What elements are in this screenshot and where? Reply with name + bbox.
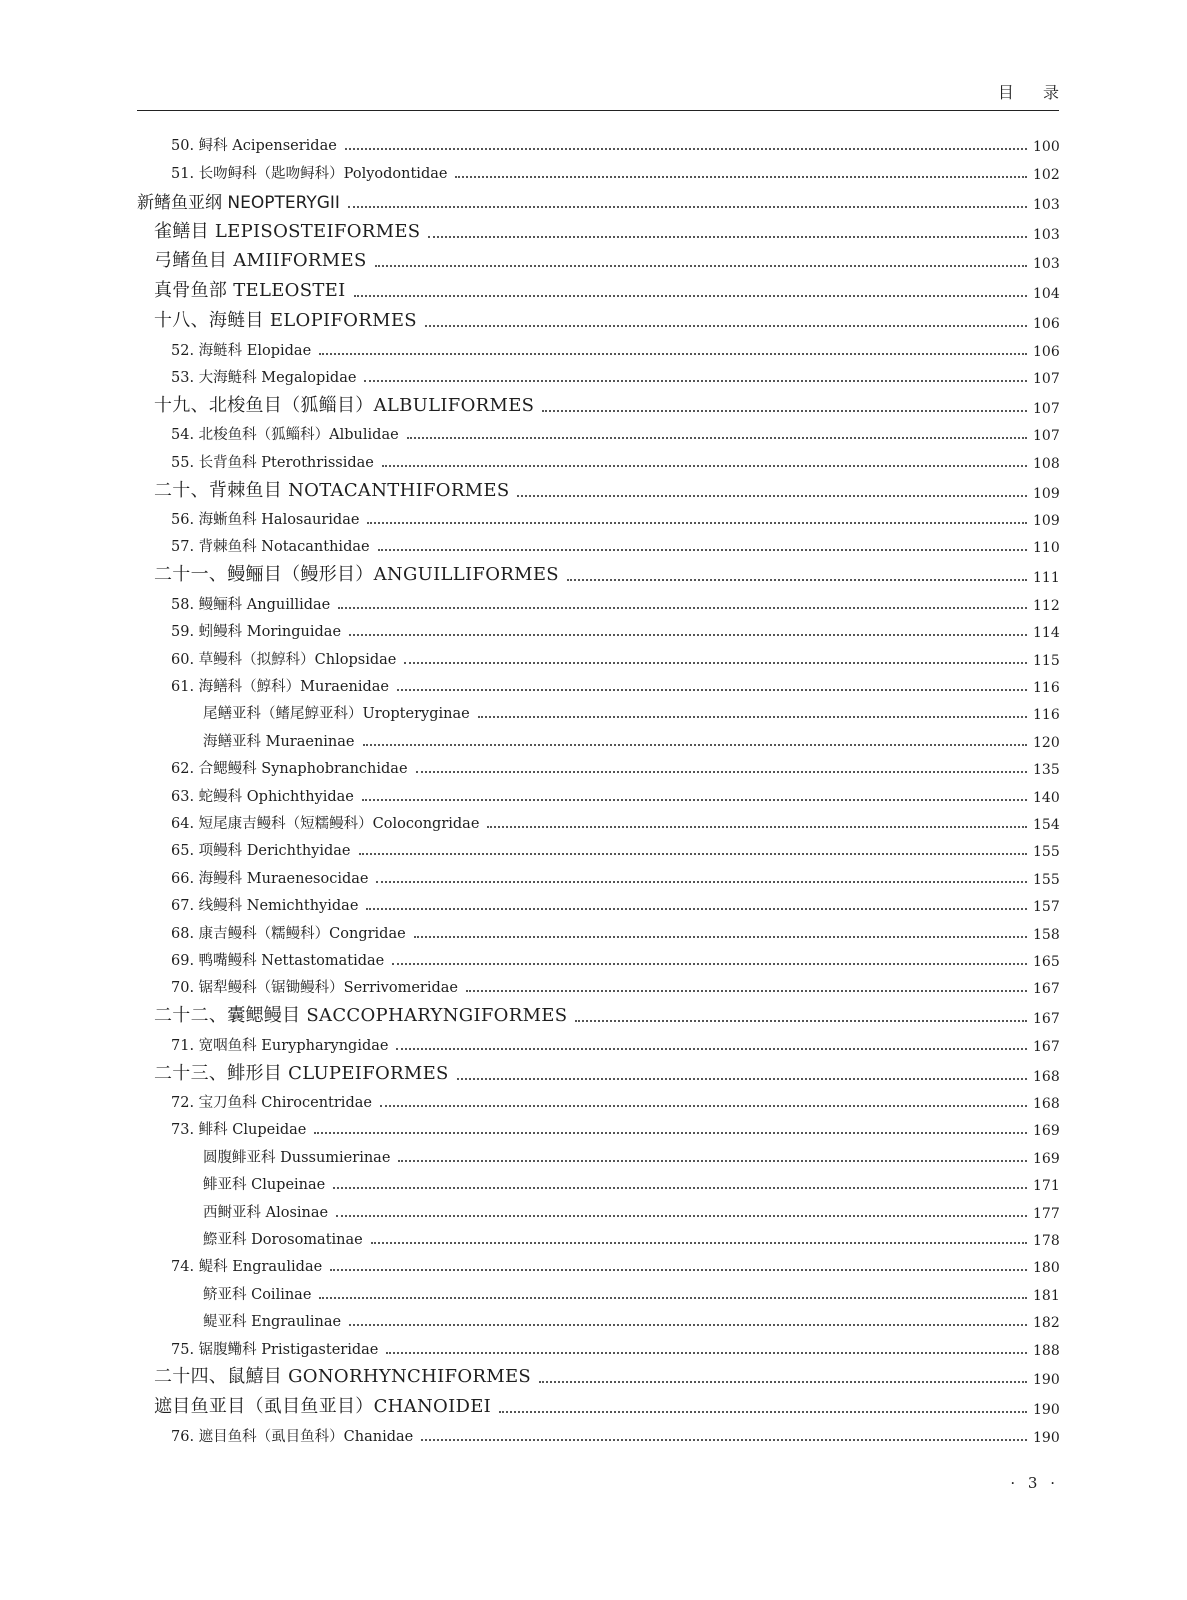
toc-entry-label: 76. 遮目鱼科（虱目鱼科）Chanidae xyxy=(171,1428,414,1445)
toc-entry-label: 63. 蛇鳗科 Ophichthyidae xyxy=(171,788,354,805)
toc-entry-label: 68. 康吉鳗科（糯鳗科）Congridae xyxy=(171,925,406,942)
dot-leader xyxy=(392,963,1027,965)
toc-entry-page: 108 xyxy=(1033,455,1060,472)
dot-leader xyxy=(575,1020,1027,1022)
toc-entry[interactable] xyxy=(137,833,1059,860)
toc-entry[interactable] xyxy=(137,888,1059,915)
toc-entry-page: 177 xyxy=(1033,1205,1060,1222)
toc-entry-page: 112 xyxy=(1033,597,1060,614)
dot-leader xyxy=(348,206,1027,208)
toc-entry-label: 二十一、鳗鲡目（鳗形目）ANGUILLIFORMES xyxy=(154,564,559,586)
dot-leader xyxy=(319,353,1027,355)
toc-entry-page: 135 xyxy=(1033,762,1060,779)
toc-entry[interactable] xyxy=(137,860,1059,887)
toc-entry-label: 二十三、鲱形目 CLUPEIFORMES xyxy=(154,1062,449,1084)
toc-entry-page: 181 xyxy=(1033,1287,1060,1304)
toc-entry[interactable] xyxy=(137,213,1059,243)
dot-leader xyxy=(314,1132,1027,1134)
dot-leader xyxy=(404,662,1027,664)
toc-entry-label: 66. 海鳗科 Muraenesocidae xyxy=(171,870,369,887)
toc-entry-page: 158 xyxy=(1033,926,1060,943)
toc-entry-label: 65. 项鳗科 Derichthyidae xyxy=(171,843,351,860)
toc-entry-page: 106 xyxy=(1033,343,1060,360)
toc-entry-page: 190 xyxy=(1033,1372,1060,1389)
toc-entry[interactable] xyxy=(137,1304,1059,1331)
dot-leader xyxy=(428,236,1027,238)
toc-entry-page: 140 xyxy=(1033,789,1060,806)
toc-entry-page: 120 xyxy=(1033,734,1060,751)
toc-entry-page: 116 xyxy=(1033,707,1060,724)
toc-entry-label: 60. 草鳗科（拟鯙科）Chlopsidae xyxy=(171,651,397,668)
toc-entry[interactable] xyxy=(137,1027,1059,1054)
toc-entry[interactable] xyxy=(137,1222,1059,1249)
toc-entry-page: 107 xyxy=(1033,400,1060,417)
toc-entry-page: 102 xyxy=(1033,166,1060,183)
toc-entry-page: 171 xyxy=(1033,1178,1060,1195)
toc-entry-label: 69. 鸭嘴鳗科 Nettastomatidae xyxy=(171,952,385,969)
dot-leader xyxy=(478,716,1027,718)
toc-entry-label: 雀鳝目 LEPISOSTEIFORMES xyxy=(154,220,421,242)
toc-entry-page: 169 xyxy=(1033,1150,1060,1167)
dot-leader xyxy=(375,265,1027,267)
toc-entry-label: 75. 锯腹鳓科 Pristigasteridae xyxy=(171,1341,379,1358)
toc-entry-label: 57. 背棘鱼科 Notacanthidae xyxy=(171,539,370,556)
toc-entry[interactable] xyxy=(137,1389,1059,1419)
toc-entry-page: 167 xyxy=(1033,1011,1060,1028)
toc-entry-label: 62. 合鳃鳗科 Synaphobranchidae xyxy=(171,761,408,778)
toc-entry-label: 50. 鲟科 Acipenseridae xyxy=(171,138,337,155)
toc-entry-page: 106 xyxy=(1033,316,1060,333)
toc-entry[interactable] xyxy=(137,970,1059,997)
toc-entry-label: 71. 宽咽鱼科 Eurypharyngidae xyxy=(171,1037,389,1054)
toc-entry[interactable] xyxy=(137,751,1059,778)
toc-entry-label: 67. 线鳗科 Nemichthyidae xyxy=(171,898,359,915)
dot-leader xyxy=(354,295,1027,297)
dot-leader xyxy=(466,990,1027,992)
toc-entry-page: 178 xyxy=(1033,1232,1060,1249)
toc-entry[interactable] xyxy=(137,1085,1059,1112)
toc-entry[interactable] xyxy=(137,1112,1059,1139)
dot-leader xyxy=(567,579,1027,581)
toc-entry-label: 西鲥亚科 Alosinae xyxy=(203,1204,329,1221)
toc-entry[interactable] xyxy=(137,1276,1059,1303)
toc-entry-page: 100 xyxy=(1033,139,1060,156)
toc-entry-label: 59. 蚓鳗科 Moringuidae xyxy=(171,624,342,641)
toc-entry[interactable] xyxy=(137,806,1059,833)
toc-entry[interactable] xyxy=(137,586,1059,613)
page-number: · 3 · xyxy=(1010,1474,1059,1492)
toc-entry[interactable] xyxy=(137,915,1059,942)
toc-entry-label: 二十四、鼠鱚目 GONORHYNCHIFORMES xyxy=(154,1366,532,1388)
toc-entry-label: 二十、背棘鱼目 NOTACANTHIFORMES xyxy=(154,479,510,501)
toc-entry-label: 鲱亚科 Clupeinae xyxy=(203,1177,326,1194)
dot-leader xyxy=(382,465,1027,467)
toc-entry[interactable] xyxy=(137,417,1059,444)
toc-entry-label: 53. 大海鲢科 Megalopidae xyxy=(171,370,357,387)
toc-entry-page: 116 xyxy=(1033,679,1060,696)
toc-entry-page: 107 xyxy=(1033,371,1060,388)
toc-entry-label: 54. 北梭鱼科（狐鲻科）Albulidae xyxy=(171,427,399,444)
toc-entry-page: 167 xyxy=(1033,1038,1060,1055)
dot-leader xyxy=(345,148,1027,150)
toc-entry-page: 165 xyxy=(1033,953,1060,970)
toc-entry-page: 168 xyxy=(1033,1068,1060,1085)
toc-entry[interactable] xyxy=(137,360,1059,387)
dot-leader xyxy=(499,1411,1027,1413)
dot-leader xyxy=(542,410,1027,412)
dot-leader xyxy=(336,1215,1027,1217)
dot-leader xyxy=(517,495,1027,497)
toc-entry-label: 鲚亚科 Coilinae xyxy=(203,1286,312,1303)
toc-entry-label: 73. 鲱科 Clupeidae xyxy=(171,1122,307,1139)
toc-entry[interactable] xyxy=(137,1249,1059,1276)
toc-entry-label: 64. 短尾康吉鳗科（短糯鳗科）Colocongridae xyxy=(171,815,480,832)
dot-leader xyxy=(396,1048,1027,1050)
toc-entry[interactable] xyxy=(137,1359,1059,1389)
dot-leader xyxy=(414,936,1027,938)
toc-entry[interactable] xyxy=(137,557,1059,587)
toc-entry-label: 鰶亚科 Dorosomatinae xyxy=(203,1231,363,1248)
toc-entry-page: 103 xyxy=(1033,226,1060,243)
toc-entry[interactable] xyxy=(137,183,1059,213)
toc-entry-label: 70. 锯犁鳗科（锯锄鳗科）Serrivomeridae xyxy=(171,980,459,997)
dot-leader xyxy=(421,1439,1027,1441)
toc-entry-page: 115 xyxy=(1033,652,1060,669)
toc-entry[interactable] xyxy=(137,1055,1059,1085)
toc-entry[interactable] xyxy=(137,243,1059,273)
toc-entry-label: 遮目鱼亚目（虱目鱼亚目）CHANOIDEI xyxy=(154,1396,492,1418)
toc-entry-page: 157 xyxy=(1033,899,1060,916)
toc-entry[interactable] xyxy=(137,444,1059,471)
toc-entry-page: 109 xyxy=(1033,485,1060,502)
toc-entry-label: 51. 长吻鲟科（匙吻鲟科）Polyodontidae xyxy=(171,165,448,182)
toc-entry[interactable] xyxy=(137,778,1059,805)
dot-leader xyxy=(539,1381,1027,1383)
toc-entry-label: 61. 海鳝科（鯙科）Muraenidae xyxy=(171,678,389,695)
dot-leader xyxy=(319,1297,1027,1299)
dot-leader xyxy=(416,771,1027,773)
dot-leader xyxy=(362,799,1027,801)
toc-entry[interactable] xyxy=(137,723,1059,750)
toc-entry-label: 72. 宝刀鱼科 Chirocentridae xyxy=(171,1094,372,1111)
page-header xyxy=(137,78,1071,111)
dot-leader xyxy=(367,522,1027,524)
dot-leader xyxy=(338,607,1027,609)
toc-entry[interactable] xyxy=(137,302,1059,332)
dot-leader xyxy=(359,853,1027,855)
toc-entry-page: 188 xyxy=(1033,1342,1060,1359)
dot-leader xyxy=(333,1187,1027,1189)
toc-entry-page: 104 xyxy=(1033,286,1060,303)
dot-leader xyxy=(366,908,1027,910)
toc-entry-page: 103 xyxy=(1033,256,1060,273)
toc-entry-page: 190 xyxy=(1033,1429,1060,1446)
dot-leader xyxy=(380,1105,1027,1107)
toc-entry-label: 鳀亚科 Engraulinae xyxy=(203,1314,342,1331)
toc-entry[interactable] xyxy=(137,529,1059,556)
toc-entry[interactable] xyxy=(137,273,1059,303)
toc-entry-label: 真骨鱼部 TELEOSTEI xyxy=(154,280,346,302)
toc-entry-page: 167 xyxy=(1033,981,1060,998)
dot-leader xyxy=(455,176,1027,178)
dot-leader xyxy=(378,549,1027,551)
dot-leader xyxy=(398,1160,1027,1162)
dot-leader xyxy=(330,1269,1027,1271)
toc-entry[interactable] xyxy=(137,669,1059,696)
toc-entry[interactable] xyxy=(137,1139,1059,1166)
toc-entry[interactable] xyxy=(137,1167,1059,1194)
toc-entry-label: 二十二、囊鳃鳗目 SACCOPHARYNGIFORMES xyxy=(154,1005,568,1027)
toc-entry-page: 107 xyxy=(1033,428,1060,445)
toc-entry-page: 111 xyxy=(1033,570,1060,587)
toc-entry[interactable] xyxy=(137,387,1059,417)
toc-entry[interactable] xyxy=(137,128,1059,155)
dot-leader xyxy=(349,634,1027,636)
toc-entry[interactable] xyxy=(137,332,1059,359)
toc-entry[interactable] xyxy=(137,614,1059,641)
toc-entry-page: 109 xyxy=(1033,513,1060,530)
toc-entry-label: 十八、海鲢目 ELOPIFORMES xyxy=(154,310,417,332)
toc-entry-label: 海鳝亚科 Muraeninae xyxy=(203,733,355,750)
toc-entry-page: 168 xyxy=(1033,1095,1060,1112)
toc-entry[interactable] xyxy=(137,641,1059,668)
toc-entry-page: 155 xyxy=(1033,871,1060,888)
toc-entry[interactable] xyxy=(137,1331,1059,1358)
toc-entry-page: 169 xyxy=(1033,1123,1060,1140)
dot-leader xyxy=(349,1324,1027,1326)
toc-entry-page: 182 xyxy=(1033,1315,1060,1332)
toc-entry-page: 154 xyxy=(1033,816,1060,833)
toc-entry-label: 弓鳍鱼目 AMIIFORMES xyxy=(154,250,367,272)
dot-leader xyxy=(407,437,1027,439)
toc-entry-page: 110 xyxy=(1033,540,1060,557)
toc-entry-page: 180 xyxy=(1033,1260,1060,1277)
toc-entry-label: 尾鳝亚科（鳍尾鯙亚科）Uropteryginae xyxy=(203,706,470,723)
toc-entry[interactable] xyxy=(137,997,1059,1027)
dot-leader xyxy=(386,1352,1027,1354)
dot-leader xyxy=(364,380,1027,382)
toc-entry-label: 十九、北梭鱼目（狐鲻目）ALBULIFORMES xyxy=(154,394,535,416)
toc-entry[interactable] xyxy=(137,696,1059,723)
toc-entry-page: 155 xyxy=(1033,844,1060,861)
toc-entry-page: 103 xyxy=(1033,196,1060,213)
dot-leader xyxy=(376,881,1027,883)
toc-entry-label: 58. 鳗鲡科 Anguillidae xyxy=(171,596,331,613)
toc-entry-label: 52. 海鲢科 Elopidae xyxy=(171,342,312,359)
dot-leader xyxy=(487,826,1027,828)
toc-entry-page: 190 xyxy=(1033,1402,1060,1419)
dot-leader xyxy=(397,689,1027,691)
toc-entry[interactable] xyxy=(137,943,1059,970)
toc-entry-page: 114 xyxy=(1033,625,1060,642)
toc-entry-label: 新鳍鱼亚纲 NEOPTERYGII xyxy=(137,192,340,213)
toc-entry-label: 74. 鳀科 Engraulidae xyxy=(171,1259,323,1276)
toc-entry[interactable] xyxy=(137,1418,1059,1445)
dot-leader xyxy=(363,744,1028,746)
toc-entry[interactable] xyxy=(137,155,1059,182)
toc-entry[interactable] xyxy=(137,1194,1059,1221)
toc-entry-label: 55. 长背鱼科 Pterothrissidae xyxy=(171,454,374,471)
header-title: 目 录 xyxy=(997,83,1071,102)
toc-entry-label: 圆腹鲱亚科 Dussumierinae xyxy=(203,1149,391,1166)
toc-entry[interactable] xyxy=(137,472,1059,502)
toc-entry-label: 56. 海蜥鱼科 Halosauridae xyxy=(171,512,360,529)
toc-entry[interactable] xyxy=(137,502,1059,529)
dot-leader xyxy=(425,325,1027,327)
dot-leader xyxy=(371,1242,1027,1244)
dot-leader xyxy=(457,1078,1027,1080)
